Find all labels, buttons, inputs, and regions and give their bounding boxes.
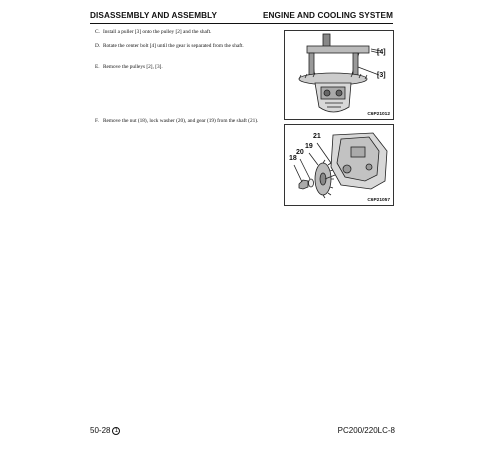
chapter-title: ENGINE AND COOLING SYSTEM [262, 11, 393, 20]
callout-3: [3] [377, 72, 386, 79]
step-d [95, 43, 275, 50]
callout-4: [4] [377, 49, 386, 56]
step-c [95, 29, 275, 36]
step-e [95, 64, 275, 71]
page-number-block [90, 426, 120, 435]
model-number: PC200/220LC-8 [337, 426, 395, 435]
step-letter: E. [95, 64, 100, 70]
step-text: Rotate the center bolt [4] until the gear is separated from the shaft. [103, 43, 244, 49]
figure-code: C6P21012 [367, 112, 390, 117]
callout-18: 18 [289, 155, 297, 162]
section-title: DISASSEMBLY AND ASSEMBLY [90, 11, 218, 20]
step-letter: D. [95, 43, 101, 49]
header-rule [90, 23, 393, 24]
figure-pump-gear [284, 124, 394, 206]
callout-19: 19 [305, 143, 313, 150]
figure-code: C6P21057 [367, 198, 390, 203]
step-letter: F. [95, 118, 99, 124]
step-letter: C. [95, 29, 100, 35]
figure-puller [284, 30, 394, 120]
step-text: Remove the pulleys [2], [3]. [103, 64, 163, 70]
step-text: Remove the nut (18), lock washer (20), and gear (19) from the shaft (21). [103, 118, 259, 124]
callout-21: 21 [313, 133, 321, 140]
revision-mark: 1 [112, 427, 120, 435]
step-f [95, 118, 275, 125]
pump-gear-illustration [285, 125, 393, 205]
page-number: 50-28 [90, 426, 111, 435]
step-text: Install a puller [3] onto the pulley [2] and the shaft. [103, 29, 212, 35]
callout-20: 20 [296, 149, 304, 156]
